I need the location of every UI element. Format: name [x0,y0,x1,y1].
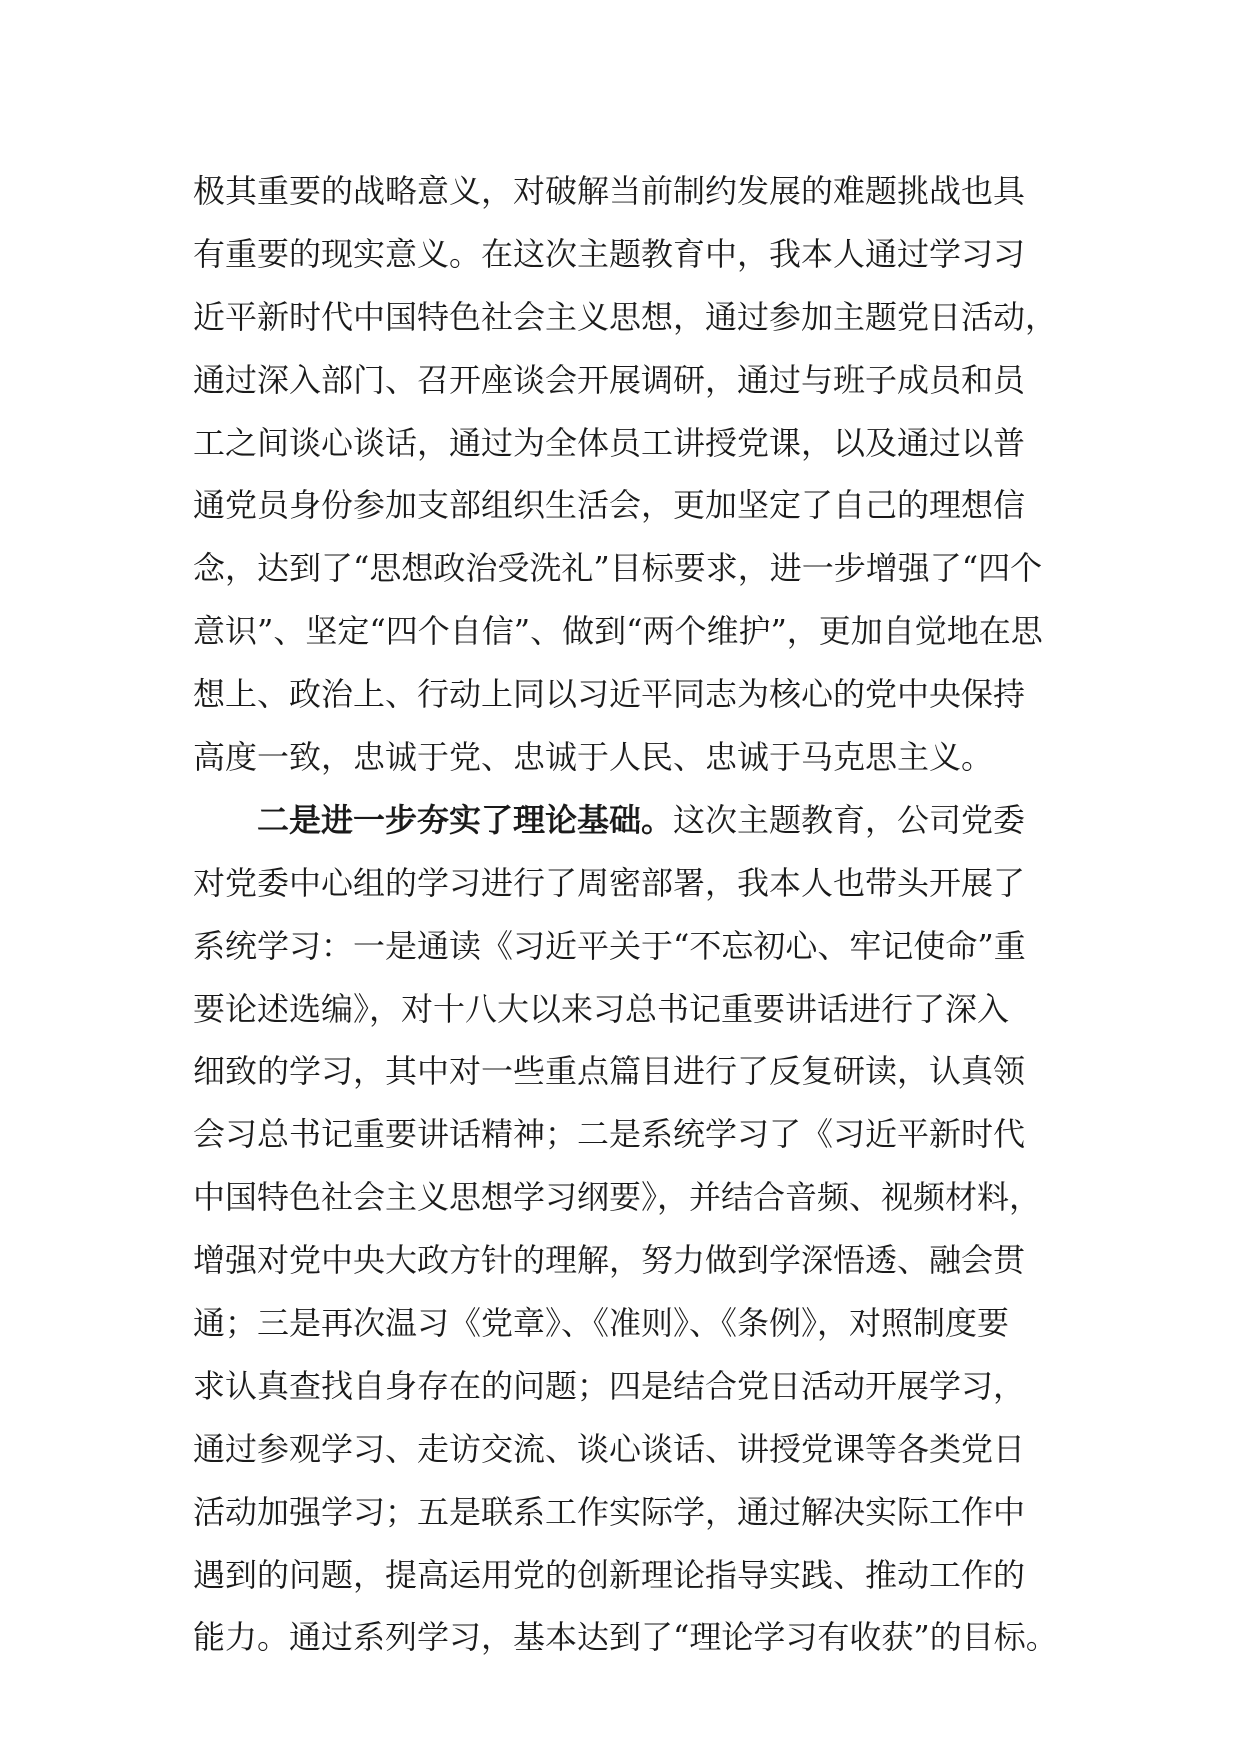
text-line: 通过参观学习、走访交流、谈心谈话、讲授党课等各类党日 [193,1429,1026,1468]
text-line: 通；三是再次温习《党章》、《准则》、《条例》，对照制度要 [193,1304,1010,1343]
paragraph-2-first-line [193,789,1073,852]
text-line: 意识”、坚定“四个自信”、做到“两个维护”，更加自觉地在思 [193,612,1043,651]
text-line: 活动加强学习；五是联系工作实际学，通过解决实际工作中 [193,1492,1026,1531]
text-line: 细致的学习，其中对一些重点篇目进行了反复研读，认真领 [193,1052,1026,1091]
text-line: 有重要的现实意义。在这次主题教育中，我本人通过学习习 [193,234,1026,273]
text-fragment: 这次主题教育，公司党委 [673,800,1026,839]
text-line: 极其重要的战略意义，对破解当前制约发展的难题挑战也具 [193,172,1026,210]
text-line: 要论述选编》，对十八大以来习总书记重要讲话进行了深入 [193,989,1010,1028]
text-line: 遇到的问题，提高运用党的创新理论指导实践、推动工作的 [193,1555,1026,1594]
text-line: 对党委中心组的学习进行了周密部署，我本人也带头开展了 [193,863,1026,902]
text-line: 系统学习：一是通读《习近平关于“不忘初心、牢记使命”重 [193,926,1026,965]
text-line: 想上、政治上、行动上同以习近平同志为核心的党中央保持 [193,675,1026,714]
text-line: 增强对党中央大政方针的理解，努力做到学深悟透、融会贯 [193,1241,1026,1280]
text-line: 中国特色社会主义思想学习纲要》，并结合音频、视频材料， [193,1178,1042,1217]
paragraph-2 [193,789,1073,1669]
text-line: 通党员身份参加支部组织生活会，更加坚定了自己的理想信 [193,486,1026,525]
paragraph-heading: 二是进一步夯实了理论基础。 [257,800,674,839]
text-line: 近平新时代中国特色社会主义思想，通过参加主题党日活动， [193,297,1058,336]
text-line: 通过深入部门、召开座谈会开展调研，通过与班子成员和员 [193,360,1026,399]
text-line: 能力。通过系列学习，基本达到了“理论学习有收获”的目标。 [193,1618,1058,1657]
text-line: 求认真查找自身存在的问题；四是结合党日活动开展学习， [193,1366,1026,1405]
text-line: 念，达到了“思想政治受洗礼”目标要求，进一步增强了“四个 [193,549,1043,588]
text-line: 高度一致，忠诚于党、忠诚于人民、忠诚于马克思主义。 [193,738,994,777]
paragraph-1 [193,160,1073,789]
text-line: 会习总书记重要讲话精神；二是系统学习了《习近平新时代 [193,1115,1026,1154]
body-text [193,160,1073,1669]
text-line: 工之间谈心谈话，通过为全体员工讲授党课，以及通过以普 [193,423,1026,462]
